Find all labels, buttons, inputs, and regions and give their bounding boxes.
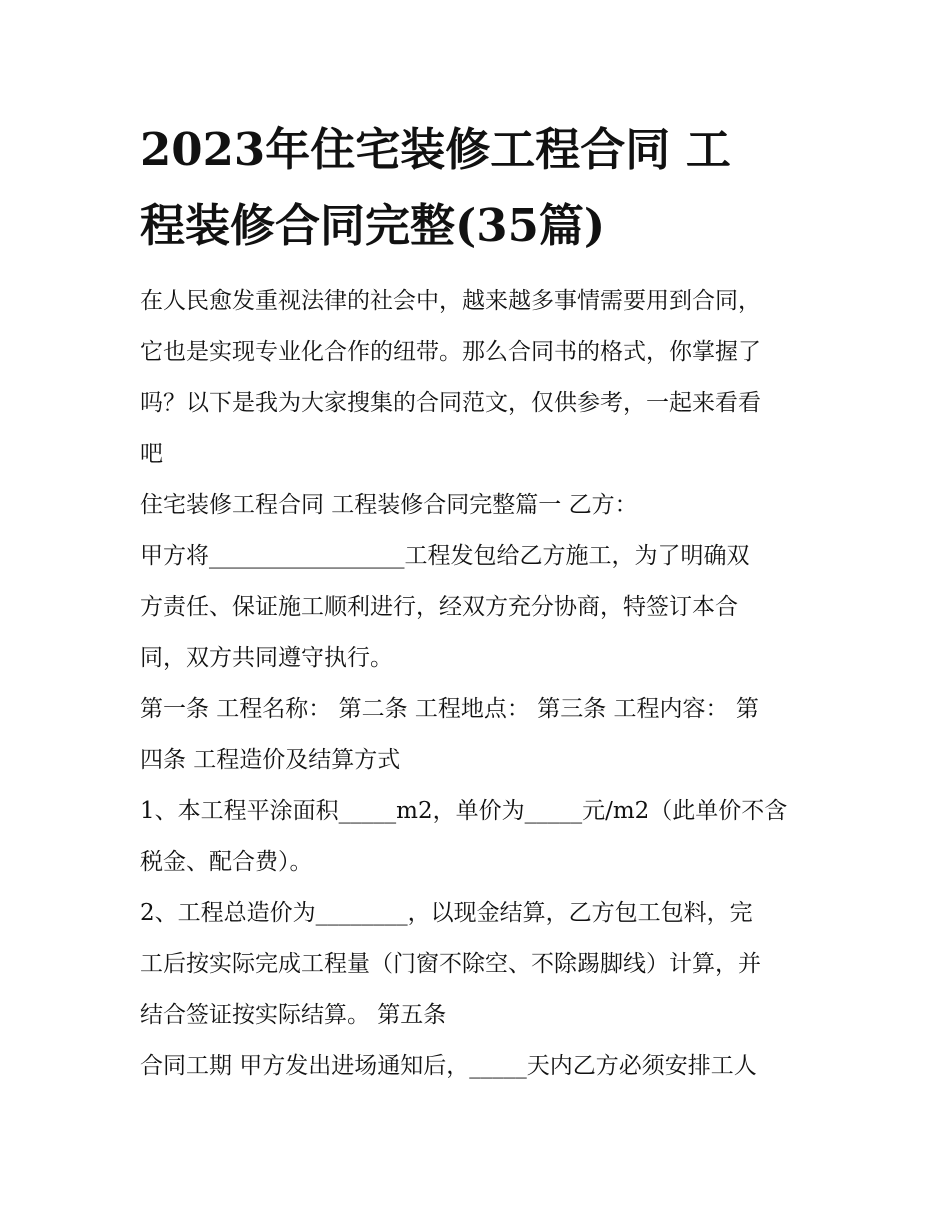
text-line: 它也是实现专业化合作的纽带。那么合同书的格式，你掌握了: [140, 339, 761, 365]
articles-paragraph: [140, 684, 820, 786]
intro-paragraph: [140, 276, 820, 480]
text-line: 甲方将_________________工程发包给乙方施工，为了明确双: [140, 543, 750, 569]
text-line: 同，双方共同遵守执行。: [140, 645, 393, 671]
text-line: 在人民愈发重视法律的社会中，越来越多事情需要用到合同，: [140, 288, 761, 314]
contract-preamble-paragraph: [140, 531, 820, 684]
clause-1-paragraph: [140, 786, 820, 888]
section-heading: [140, 480, 820, 531]
title-line-2: 程装修合同完整(35篇): [140, 199, 606, 252]
text-line: 1、本工程平涂面积_____m2，单价为_____元/m2（此单价不含: [140, 798, 788, 824]
text-line: 吧: [140, 441, 163, 467]
text-line: 住宅装修工程合同 工程装修合同完整篇一 乙方：: [140, 492, 638, 518]
text-line: 合同工期 甲方发出进场通知后，_____天内乙方必须安排工人: [140, 1053, 757, 1079]
text-line: 工后按实际完成工程量（门窗不除空、不除踢脚线）计算，并: [140, 951, 761, 977]
text-line: 第一条 工程名称： 第二条 工程地点： 第三条 工程内容： 第: [140, 696, 759, 722]
clause-2-paragraph: [140, 888, 820, 1041]
construction-period-paragraph: [140, 1041, 820, 1092]
document-title: [140, 112, 820, 264]
text-line: 税金、配合费）。: [140, 849, 313, 875]
title-line-1: 2023年住宅装修工程合同 工: [140, 123, 731, 176]
text-line: 四条 工程造价及结算方式: [140, 747, 401, 773]
text-line: 吗？以下是我为大家搜集的合同范文，仅供参考，一起来看看: [140, 390, 761, 416]
text-line: 方责任、保证施工顺利进行，经双方充分协商，特签订本合: [140, 594, 738, 620]
document-body: [140, 276, 820, 1092]
text-line: 结合签证按实际结算。 第五条: [140, 1002, 447, 1028]
text-line: 2、工程总造价为________，以现金结算，乙方包工包料，完: [140, 900, 753, 926]
